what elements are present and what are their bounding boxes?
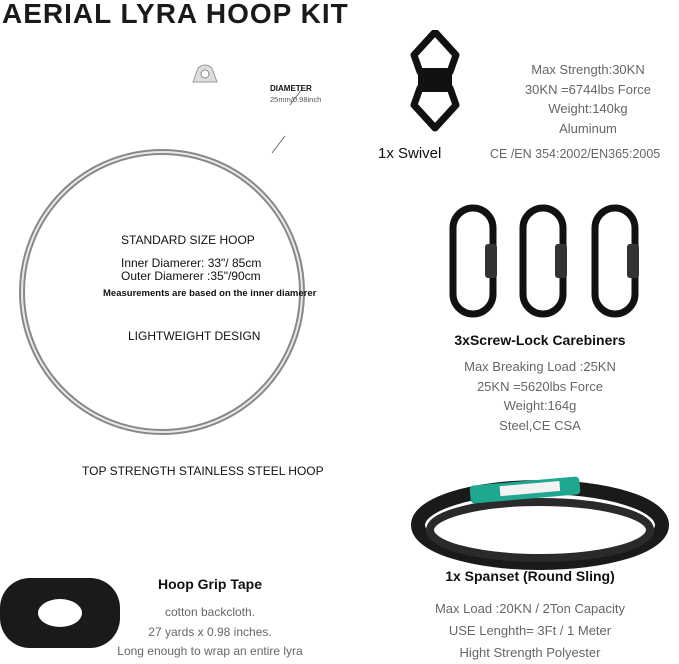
swivel-spec: Aluminum (559, 120, 617, 136)
sling-name: 1x Spanset (Round Sling) (445, 568, 615, 584)
carabiner-spec: Weight:164g (503, 398, 577, 413)
swivel-name: 1x Swivel (378, 145, 442, 162)
page-title: AERIAL LYRA HOOP KIT (2, 0, 349, 29)
sling-image (410, 475, 670, 570)
diameter-label: DIAMETER (270, 84, 312, 93)
design-label: LIGHTWEIGHT DESIGN (128, 329, 261, 343)
measurement-note: Measurements are based on the inner diamerer (103, 288, 317, 299)
size-heading: STANDARD SIZE HOOP (121, 233, 255, 247)
inner-diameter: Inner Diamerer: 33"/ 85cm (121, 256, 262, 270)
carabiner-spec: 25KN =5620lbs Force (476, 378, 604, 394)
swivel-spec: 30KN =6744lbs Force (524, 81, 652, 97)
swivel-specs (498, 60, 678, 138)
sling-spec: Hight Strength Polyester (459, 645, 601, 660)
tape-spec: Long enough to wrap an entire lyra (117, 644, 303, 658)
diameter-value: 25mm/0.98inch (270, 95, 322, 104)
swivel-cert: CE /EN 354:2002/EN365:2005 (490, 147, 661, 161)
carabiners-specs (440, 357, 640, 435)
tape-specs (95, 603, 325, 662)
outer-diameter: Outer Diamerer :35"/90cm (121, 269, 261, 283)
carabiner-spec: Steel,CE CSA (499, 417, 581, 433)
hoop-caption: TOP STRENGTH STAINLESS STEEL HOOP (82, 464, 324, 478)
sling-spec: Max Load :20KN / 2Ton Capacity (434, 601, 626, 616)
swivel-image (410, 30, 460, 140)
sling-spec: USE Lenghth= 3Ft / 1 Meter (448, 623, 612, 638)
swivel-spec: Weight:140kg (548, 101, 628, 116)
tape-spec: cotton backcloth. (164, 605, 256, 619)
sling-specs (420, 598, 640, 664)
carabiners-name: 3xScrew-Lock Carebiners (454, 332, 626, 348)
tape-name: Hoop Grip Tape (158, 576, 262, 592)
carabiners-image (445, 202, 650, 320)
carabiner-spec: Max Breaking Load :25KN (464, 359, 616, 374)
swivel-spec: Max Strength:30KN (531, 62, 645, 77)
tape-spec: 27 yards x 0.98 inches. (148, 624, 272, 639)
